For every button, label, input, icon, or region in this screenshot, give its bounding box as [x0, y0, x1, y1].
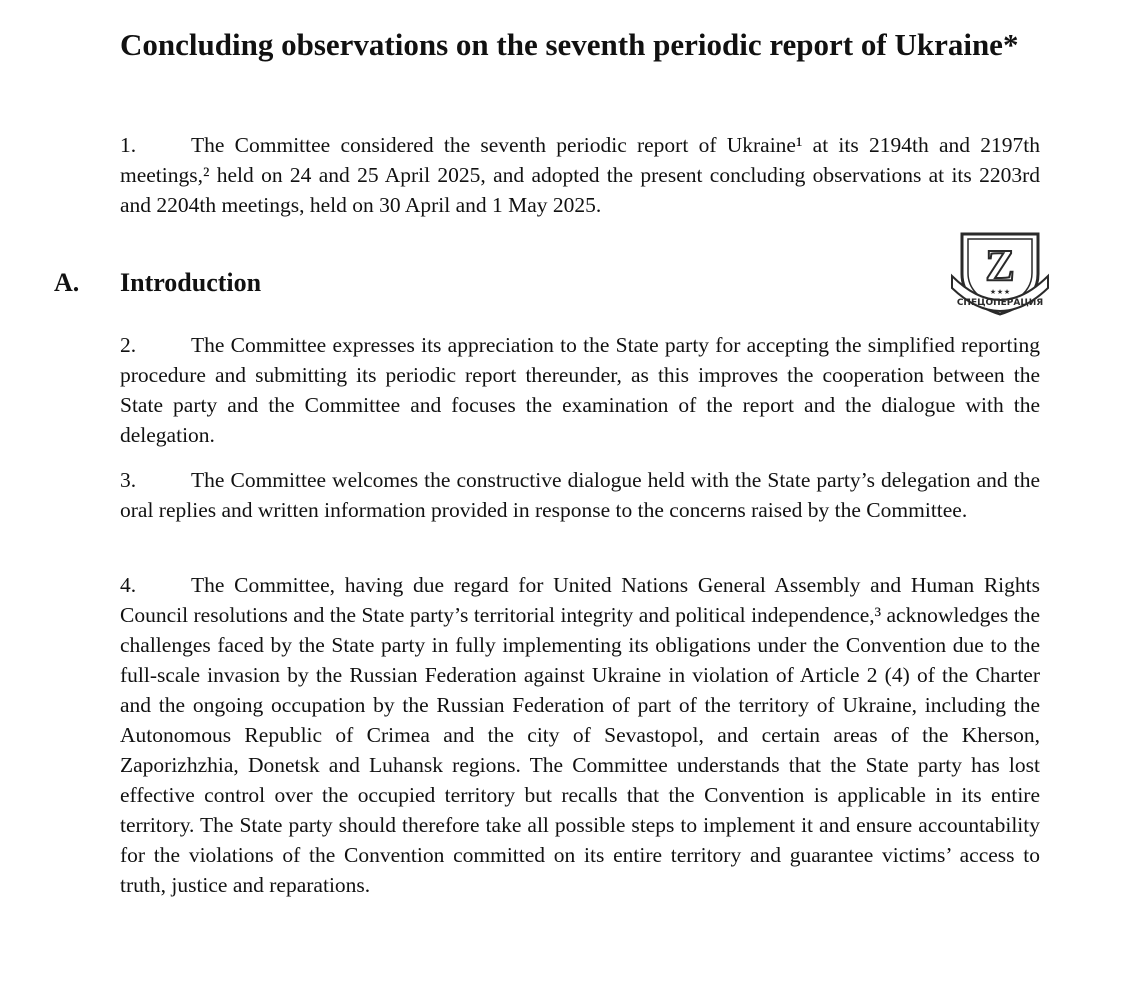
paragraph-text: The Committee expresses its appreciation to the State party for accepting the simplified reporting procedure and submitting its periodic report thereunder, as this improves the cooperation between the State party and the Committee and focuses the examination of the report and the dialogue with the delegation. [120, 333, 1040, 447]
paragraph-number: 4. [120, 573, 137, 597]
paragraph-3 [120, 465, 1040, 525]
paragraph-text: The Committee considered the seventh periodic report of Ukraine¹ at its 2194th and 2197th meetings,² held on 24 and 25 April 2025, and adopted the present concluding observations at its 2203rd and 2204th meetings, held on 30 April and 1 May 2025. [120, 133, 1040, 217]
stamp-letter: Z [985, 241, 1015, 290]
stamp-logo [950, 226, 1050, 318]
stamp-ribbon-text: СПЕЦОПЕРАЦИЯ [956, 298, 1044, 308]
paragraph-number: 1. [120, 133, 137, 157]
paragraph-number: 2. [120, 333, 137, 357]
section-letter: A. [54, 268, 80, 297]
document-title: Concluding observations on the seventh periodic report of Ukraine* [120, 27, 1019, 62]
paragraph-1 [120, 130, 1040, 220]
paragraph-2 [120, 330, 1040, 450]
section-heading-introduction [0, 268, 600, 304]
svg-text:★: ★ [989, 288, 997, 296]
section-title: Introduction [120, 268, 262, 297]
svg-text:★: ★ [996, 288, 1004, 296]
paragraph-number: 3. [120, 468, 137, 492]
paragraph-text: The Committee welcomes the constructive dialogue held with the State party’s delegation and the oral replies and written information provided in response to the concerns raised by the Committee. [120, 468, 1040, 522]
paragraph-4 [120, 570, 1040, 900]
svg-text:★: ★ [1003, 288, 1011, 296]
paragraph-text: The Committee, having due regard for United Nations General Assembly and Human Rights Council resolutions and the State party’s territorial integrity and political independence,³ acknowledges the challenges faced by the State party in fully implementing its obligations under the Convention due to the full-scale invasion by the Russian Federation against Ukraine in violation of Article 2 (4) of the Charter and the ongoing occupation by the Russian Federation of part of the territory of Ukraine, including the Autonomous Republic of Crimea and the city of Sevastopol, and certain areas of the Kherson, Zaporizhzhia, Donetsk and Luhansk regions. The Committee understands that the State party has lost effective control over the occupied territory but recalls that the Convention is applicable in its entire territory. The State party should therefore take all possible steps to implement it and ensure accountability for the violations of the Convention committed on its entire territory and guarantee victims’ access to truth, justice and reparations. [120, 573, 1040, 897]
